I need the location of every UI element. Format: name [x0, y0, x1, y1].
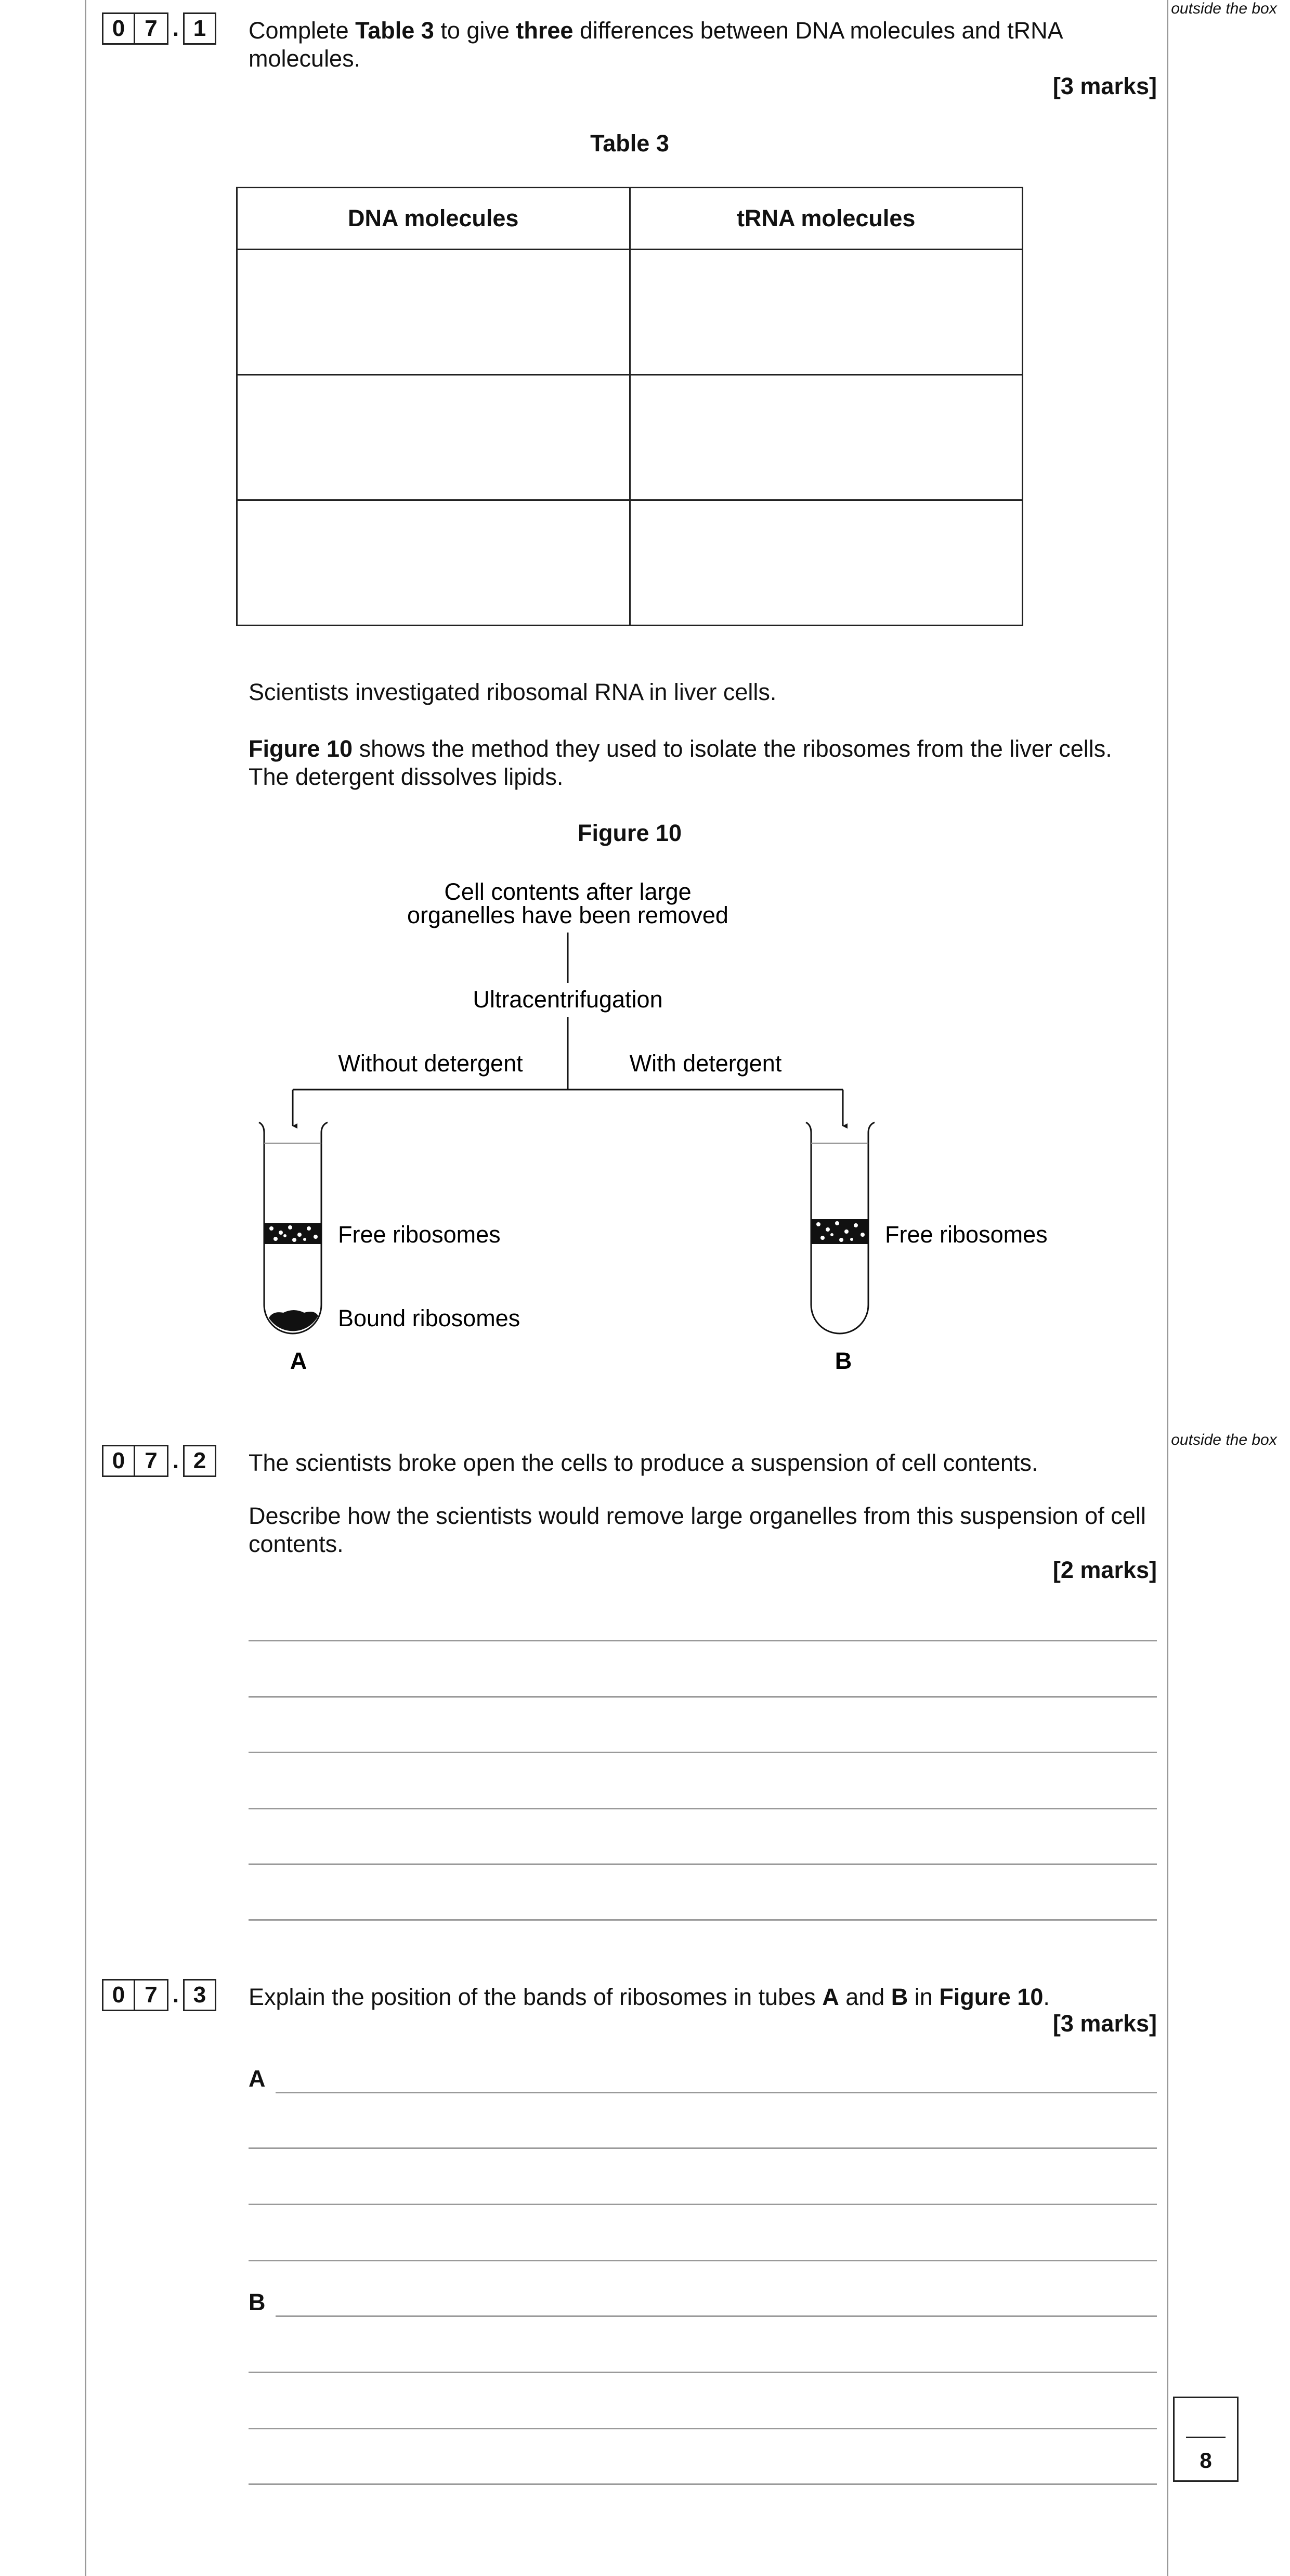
- question-07-2-text-1: The scientists broke open the cells to produce a suspension of cell contents.: [249, 1449, 1038, 1476]
- qnum-digit: 7: [135, 1979, 168, 2011]
- tube-a-free-label: Free ribosomes: [338, 1221, 501, 1248]
- answer-line[interactable]: [249, 1752, 1157, 1753]
- qnum-digit: 2: [183, 1445, 216, 1477]
- qnum-digit: 0: [102, 12, 135, 45]
- margin-note-top: outside the box: [1171, 0, 1277, 17]
- figure-top-label-1: Cell contents after large: [444, 878, 692, 905]
- answer-line[interactable]: [249, 1808, 1157, 1809]
- answer-line[interactable]: [249, 2147, 1157, 2149]
- margin-note-mid: outside the box: [1171, 1431, 1277, 1448]
- tube-b-free-label: Free ribosomes: [885, 1221, 1048, 1248]
- answer-line[interactable]: [249, 1696, 1157, 1698]
- marks-07-3: [3 marks]: [1052, 2010, 1157, 2037]
- process-label: Ultracentrifugation: [473, 986, 663, 1013]
- tube-a-bound-label: Bound ribosomes: [338, 1305, 520, 1331]
- answer-line[interactable]: [249, 2483, 1157, 2485]
- answer-line[interactable]: [276, 2315, 1157, 2317]
- question-number-07-2: 0 7 . 2: [102, 1445, 216, 1477]
- qnum-digit: 3: [183, 1979, 216, 2011]
- score-box: [1173, 2397, 1239, 2482]
- question-07-1-text: Complete Table 3 to give three differences between DNA molecules and tRNA molecules.: [249, 17, 1062, 72]
- answer-label-a: A: [249, 2065, 266, 2092]
- tube-b: [806, 1122, 875, 1334]
- tube-a-label: A: [290, 1348, 307, 1374]
- qnum-digit: 0: [102, 1445, 135, 1477]
- tube-b-label: B: [835, 1348, 852, 1374]
- marks-07-1: [3 marks]: [1052, 73, 1157, 99]
- context-para-2: Figure 10 shows the method they used to isolate the ribosomes from the liver cells. The detergent dissolves lipids.: [249, 735, 1112, 790]
- qnum-digit: 7: [135, 1445, 168, 1477]
- free-ribosome-band-a: [265, 1223, 321, 1244]
- question-07-3-text: Explain the position of the bands of ribosomes in tubes A and B in Figure 10.: [249, 1984, 1050, 2010]
- context-para-1: Scientists investigated ribosomal RNA in liver cells.: [249, 679, 777, 705]
- right-branch-label: With detergent: [629, 1050, 782, 1077]
- figure-10-caption: Figure 10: [577, 820, 682, 846]
- marks-07-2: [2 marks]: [1052, 1557, 1157, 1583]
- answer-line[interactable]: [249, 1640, 1157, 1641]
- score-total: 8: [1200, 2448, 1212, 2473]
- table-header-dna: DNA molecules: [237, 188, 630, 250]
- answer-line[interactable]: [249, 2372, 1157, 2373]
- qnum-digit: 7: [135, 12, 168, 45]
- question-number-07-3: 0 7 . 3: [102, 1979, 216, 2011]
- answer-line[interactable]: [276, 2092, 1157, 2093]
- answer-line[interactable]: [249, 2204, 1157, 2205]
- qnum-digit: 0: [102, 1979, 135, 2011]
- table-header-trna: tRNA molecules: [630, 188, 1023, 250]
- answer-line[interactable]: [249, 2260, 1157, 2261]
- question-07-2-text-2: Describe how the scientists would remove large organelles from this suspension of cell contents.: [249, 1503, 1146, 1557]
- answer-line[interactable]: [249, 1863, 1157, 1865]
- answer-line[interactable]: [249, 2428, 1157, 2429]
- score-divider: [1186, 2437, 1226, 2438]
- left-branch-label: Without detergent: [338, 1050, 523, 1077]
- qnum-digit: 1: [183, 12, 216, 45]
- table-3-caption: Table 3: [590, 130, 669, 157]
- figure-top-label-2: organelles have been removed: [407, 902, 728, 928]
- answer-line[interactable]: [249, 1919, 1157, 1921]
- answer-label-b: B: [249, 2289, 266, 2315]
- tube-a: [259, 1122, 328, 1334]
- free-ribosome-band-b: [812, 1219, 868, 1244]
- question-number-07-1: 0 7 . 1: [102, 12, 216, 45]
